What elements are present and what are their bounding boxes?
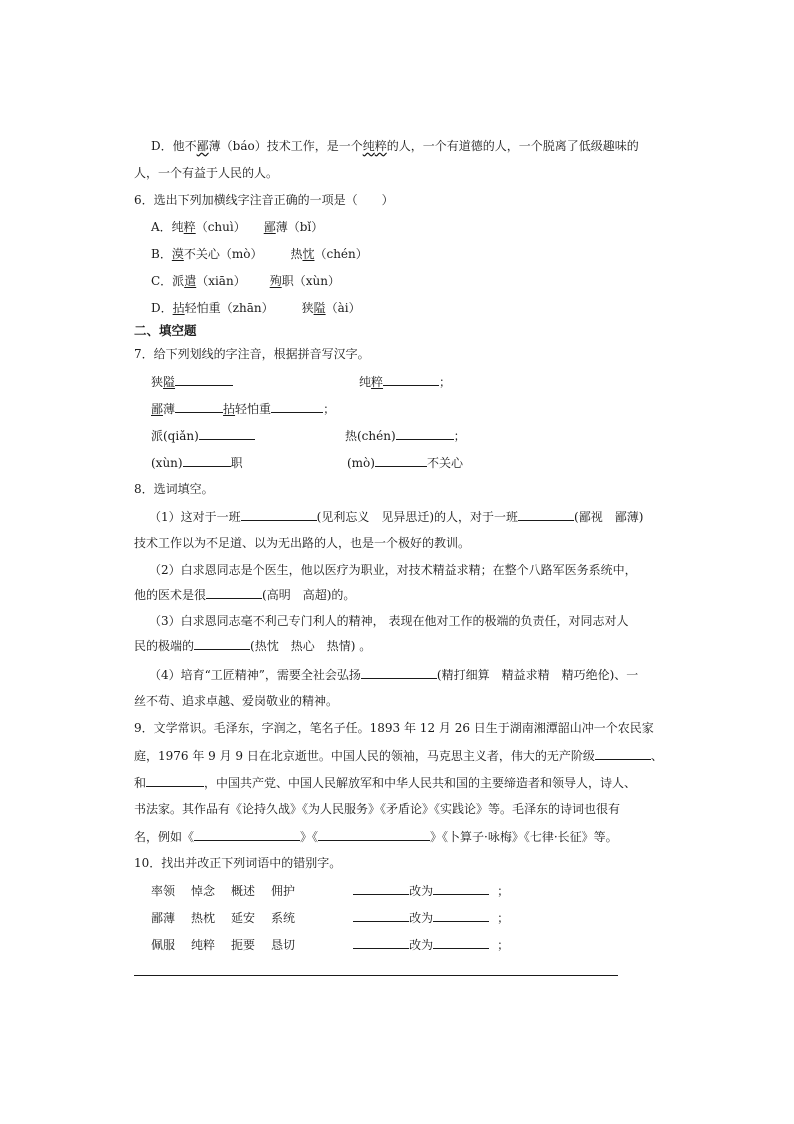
q10-row-3: 佩服 纯粹 扼要 恳切 改为 ； [151, 935, 509, 954]
q7-answer-blank[interactable] [396, 426, 454, 440]
q6-option-d[interactable]: D．拈轻怕重（zhān） 狭隘（ài） [151, 301, 361, 315]
q6-option-a[interactable]: A．纯粹（chuì） 鄙薄（bǐ） [151, 220, 324, 234]
q9-answer-blank[interactable] [318, 827, 430, 841]
q5-option-d-line1: D．他不鄙薄（báo）技术工作，是一个纯粹的人，一个有道德的人，一个脱离了低级趣味的 [151, 139, 639, 153]
q9-line2: 庭，1976 年 9 月 9 日在北京逝世。中国人民的领袖，马克思主义者，伟大的无产阶级 、 [134, 746, 663, 765]
q8-answer-blank[interactable] [206, 585, 262, 599]
q6-option-b[interactable]: B．漠不关心（mò） 热忱（chén） [151, 247, 368, 261]
q8-answer-blank[interactable] [194, 636, 250, 650]
q5-option-d-line2: 人，一个有益于人民的人。 [134, 166, 279, 180]
q8-p3-line1: （3）白求恩同志毫不利己专门利人的精神， 表现在他对工作的极端的负责任，对同志对人 [149, 614, 629, 628]
q10-row-2: 鄙薄 热枕 延安 系统 改为 ； [151, 908, 509, 927]
q10-correct-char-blank[interactable] [433, 908, 489, 922]
q8-answer-blank[interactable] [241, 507, 317, 521]
q8-p4-line2: 丝不苟、追求卓越、爱岗敬业的精神。 [134, 694, 339, 708]
q7-row2: 鄙薄 拈轻怕重 ； [151, 399, 335, 418]
q6-stem: 6．选出下列加横线字注音正确的一项是（ ） [134, 193, 394, 207]
q7-answer-blank[interactable] [199, 426, 255, 440]
q10-correct-char-blank[interactable] [433, 935, 489, 949]
q9-line5: 名，例如《 》《 》《卜算子·咏梅》《七律·长征》等。 [134, 827, 618, 846]
section-heading-fill-in: 二、填空题 [134, 323, 197, 338]
q10-row-1: 率领 悼念 概述 佣护 改为 ； [151, 881, 509, 900]
q7-answer-blank[interactable] [271, 399, 323, 413]
q9-answer-blank[interactable] [194, 827, 300, 841]
q10-wrong-char-blank[interactable] [353, 881, 409, 895]
q7-item-qian: 派(qiǎn) [151, 426, 255, 445]
q7-item-xia-ai: 狭隘 [151, 372, 233, 391]
q9-line3: 和 ，中国共产党、中国人民解放军和中华人民共和国的主要缔造者和领导人，诗人、 [134, 773, 636, 792]
q8-p2-line1: （2）白求恩同志是个医生，他以医疗为职业，对技术精益求精；在整个八路军医务系统中， [149, 563, 637, 577]
q7-item-mo: (mò) 不关心 [347, 453, 463, 472]
q10-wrong-char-blank[interactable] [353, 935, 409, 949]
q7-answer-blank[interactable] [183, 453, 231, 467]
q10-correct-char-blank[interactable] [433, 881, 489, 895]
q6-option-c[interactable]: C．派遣（xiān） 殉职（xùn） [151, 274, 340, 288]
q7-answer-blank[interactable] [383, 372, 439, 386]
q8-p1-line1: （1）这对于一班 (见利忘义 见异思迁)的人，对于一班 (鄙视 鄙薄) [149, 507, 643, 526]
q7-item-xun: (xùn) 职 [151, 453, 243, 472]
q8-p3-line2: 民的极端的 (热忱 热心 热情) 。 [134, 636, 371, 655]
q10-wrong-char-blank[interactable] [353, 908, 409, 922]
q8-p2-line2: 他的医术是很 (高明 高超)的。 [134, 585, 355, 604]
q9-answer-blank[interactable] [146, 773, 204, 787]
q8-stem: 8．选词填空。 [134, 482, 214, 496]
q9-line1: 9．文学常识。毛泽东，字润之，笔名子任。1893 年 12 月 26 日生于湖南湘潭韶山冲一个农民家 [134, 721, 654, 735]
q8-p1-line2: 技术工作以为不足道、以为无出路的人，也是一个极好的教训。 [134, 536, 471, 550]
q9-answer-blank[interactable] [595, 746, 651, 760]
q10-stem: 10．找出并改正下列词语中的错别字。 [134, 856, 342, 870]
q7-item-chun-cui: 纯粹 ； [359, 372, 451, 391]
q7-stem: 7．给下列划线的字注音，根据拼音写汉字。 [134, 347, 370, 361]
q7-item-chen: 热(chén) ； [345, 426, 466, 445]
q7-answer-blank[interactable] [175, 399, 223, 413]
q9-line4: 书法家。其作品有《论持久战》《为人民服务》《矛盾论》《实践论》等。毛泽东的诗词也很有 [134, 802, 621, 816]
section-divider-line [134, 975, 618, 976]
q8-answer-blank[interactable] [518, 507, 574, 521]
q7-answer-blank[interactable] [375, 453, 427, 467]
q8-p4-line1: （4）培育“工匠精神”，需要全社会弘扬 (精打细算 精益求精 精巧绝伦)、一 [149, 665, 638, 684]
q7-answer-blank[interactable] [175, 372, 233, 386]
q8-answer-blank[interactable] [361, 665, 437, 679]
